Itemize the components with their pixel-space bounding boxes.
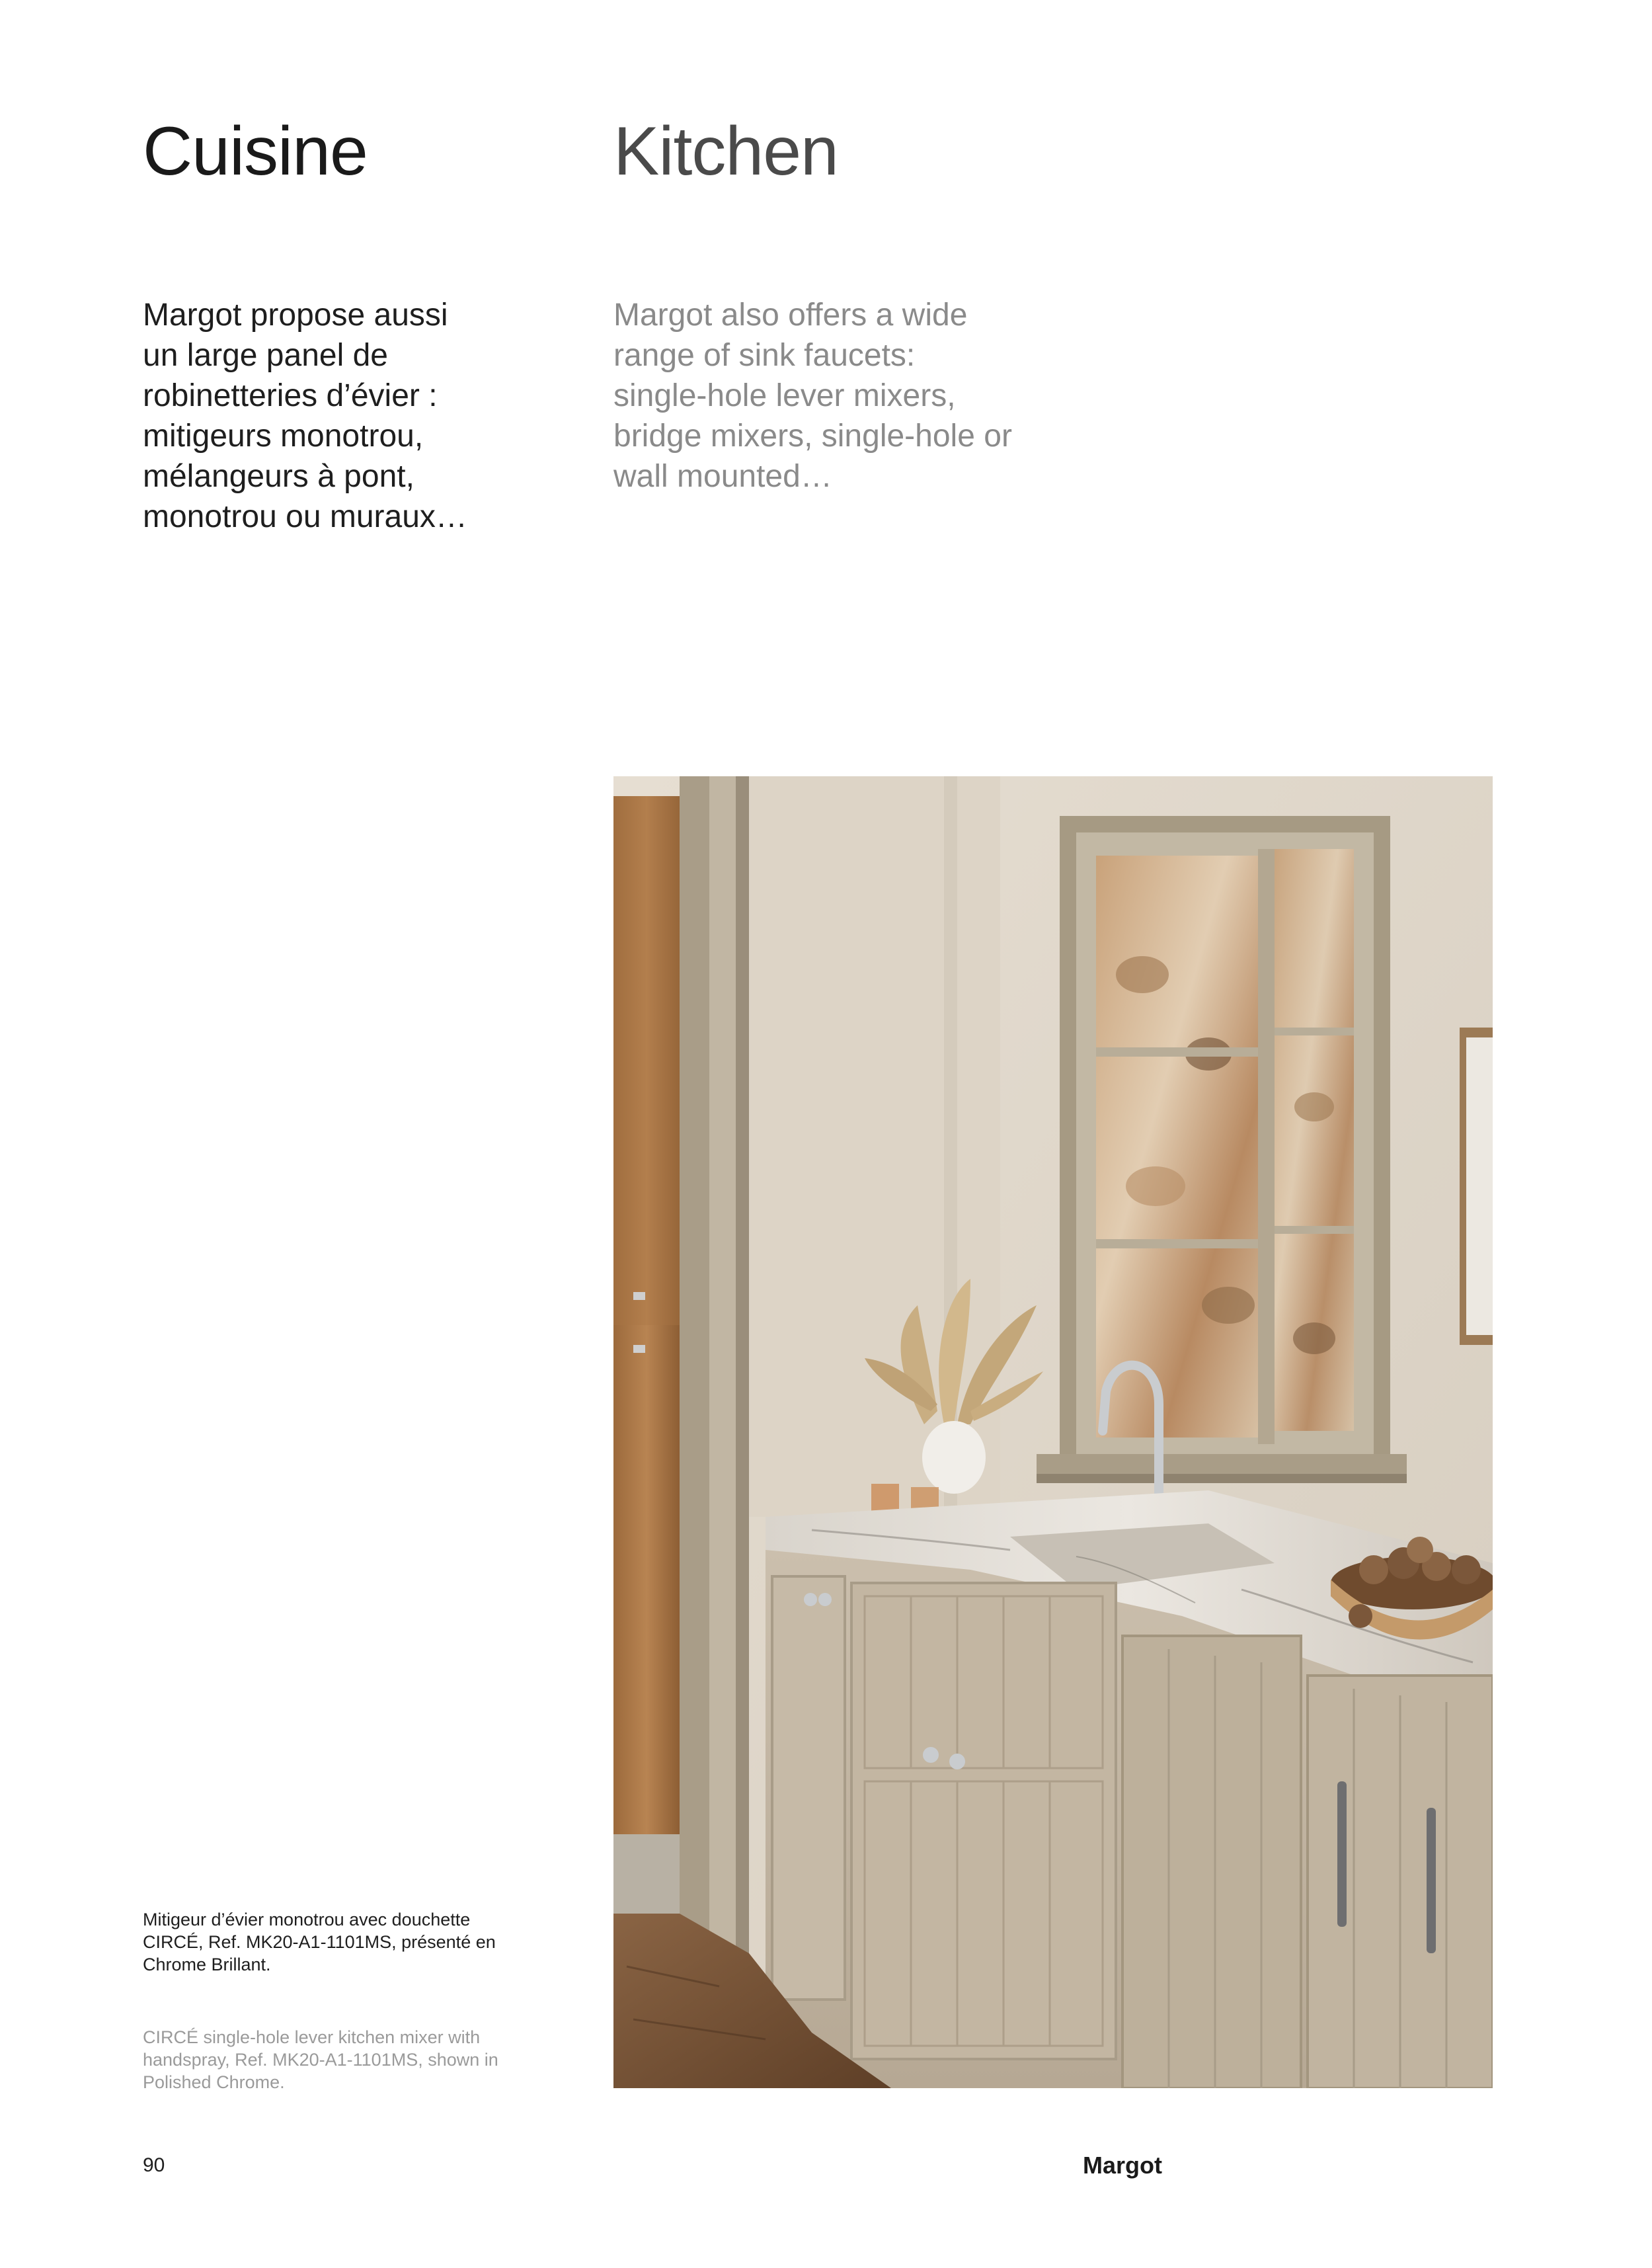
kitchen-photo-illustration bbox=[613, 776, 1493, 2088]
heading-english: Kitchen bbox=[613, 113, 838, 190]
brand-name: Margot bbox=[1083, 2152, 1162, 2179]
caption-french: Mitigeur d’évier monotrou avec douchette CIRCÉ, Ref. MK20-A1-1101MS, présenté en Chrome Brillant. bbox=[143, 1910, 496, 1974]
intro-text-french: Margot propose aussi un large panel de robinetteries d’évier : mitigeurs monotrou, mélangeurs à pont, monotrou ou muraux… bbox=[143, 298, 467, 534]
caption-english: CIRCÉ single-hole lever kitchen mixer with handspray, Ref. MK20-A1-1101MS, shown in Polished Chrome. bbox=[143, 2027, 498, 2092]
heading-french: Cuisine bbox=[143, 113, 368, 190]
kitchen-photo bbox=[613, 776, 1493, 2088]
intro-text-english: Margot also offers a wide range of sink faucets: single-hole lever mixers, bridge mixers, single-hole or wall mounted… bbox=[613, 298, 1012, 494]
page-number: 90 bbox=[143, 2154, 165, 2176]
